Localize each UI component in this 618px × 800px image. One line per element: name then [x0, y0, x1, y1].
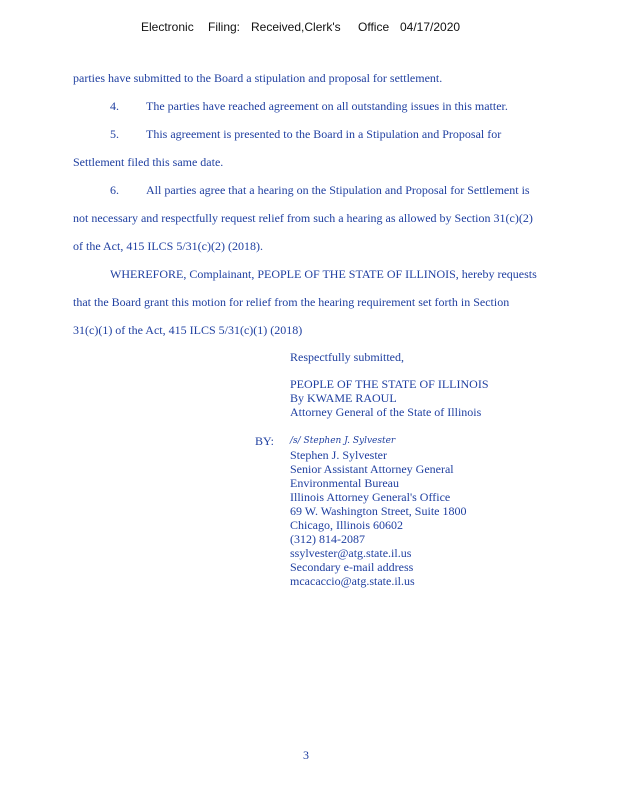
page-number: 3 [303, 748, 309, 762]
attorney-title: Senior Assistant Attorney General [290, 462, 454, 476]
paragraph-6-text-2: not necessary and respectfully request relief from such a hearing as allowed by Section 31(c)(2) [73, 211, 533, 225]
phone-number: (312) 814-2087 [290, 532, 365, 546]
attorney-general-title: Attorney General of the State of Illinois [290, 405, 482, 419]
paragraph-6-number: 6. [110, 183, 119, 197]
closing-line: Respectfully submitted, [290, 350, 404, 364]
street-address: 69 W. Washington Street, Suite 1800 [290, 504, 467, 518]
electronic-signature: /s/ Stephen J. Sylvester [290, 436, 396, 446]
wherefore-text-1: WHEREFORE, Complainant, PEOPLE OF THE STATE OF ILLINOIS, hereby requests [110, 267, 537, 281]
wherefore-text-2: that the Board grant this motion for relief from the hearing requirement set forth in Section [73, 295, 510, 309]
paragraph-5-text-2: Settlement filed this same date. [73, 155, 224, 169]
paragraph-5-text-1: This agreement is presented to the Board in a Stipulation and Proposal for [146, 127, 502, 141]
header-received-clerks: Received,Clerk's [251, 20, 341, 34]
by-label: BY: [255, 434, 274, 448]
attorney-contact-block [290, 448, 466, 588]
party-block [290, 377, 489, 419]
email-address: ssylvester@atg.state.il.us [290, 546, 412, 560]
header-date: 04/17/2020 [400, 20, 461, 34]
header-office: Office [358, 20, 390, 34]
office-name: Illinois Attorney General's Office [290, 490, 451, 504]
wherefore-text-3: 31(c)(1) of the Act, 415 ILCS 5/31(c)(1) (2018) [73, 323, 303, 337]
city-address: Chicago, Illinois 60602 [290, 518, 403, 532]
paragraph-6-text-3: of the Act, 415 ILCS 5/31(c)(2) (2018). [73, 239, 263, 253]
secondary-email-label: Secondary e-mail address [290, 560, 414, 574]
party-name: PEOPLE OF THE STATE OF ILLINOIS [290, 377, 489, 391]
paragraph-6-text-1: All parties agree that a hearing on the Stipulation and Proposal for Settlement is [146, 183, 530, 197]
paragraph-4-number: 4. [110, 99, 119, 113]
bureau-name: Environmental Bureau [290, 476, 399, 490]
paragraph-5-number: 5. [110, 127, 119, 141]
respectfully-submitted [290, 350, 404, 364]
header-electronic: Electronic [141, 20, 194, 34]
header-filing: Filing: [208, 20, 241, 34]
by-attorney-general: By KWAME RAOUL [290, 391, 397, 405]
paragraph-4-text: The parties have reached agreement on all outstanding issues in this matter. [146, 99, 508, 113]
secondary-email-address: mcacaccio@atg.state.il.us [290, 574, 415, 588]
attorney-name: Stephen J. Sylvester [290, 448, 387, 462]
continuation-line: parties have submitted to the Board a stipulation and proposal for settlement. [73, 71, 443, 85]
